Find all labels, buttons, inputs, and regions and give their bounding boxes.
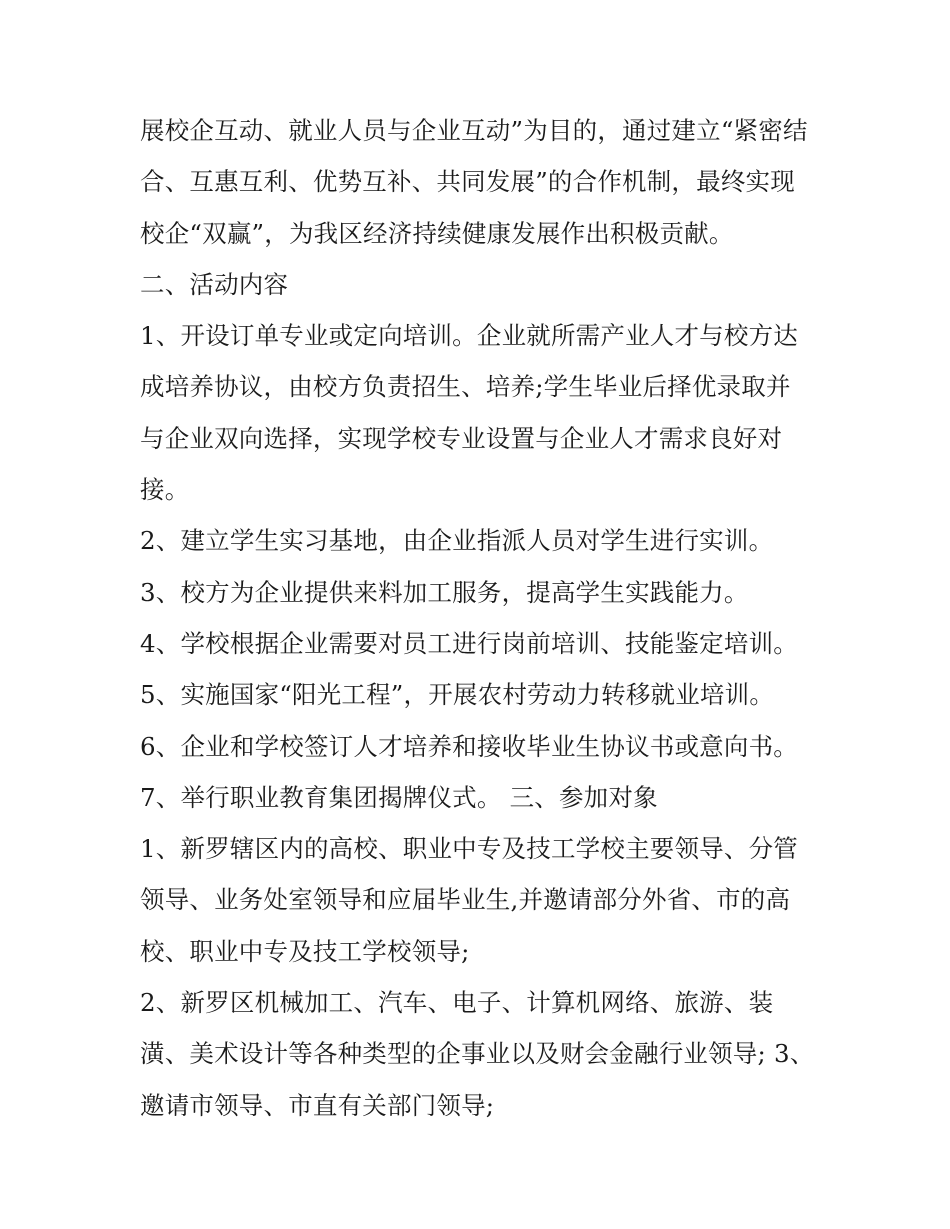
- participant-3-line-1: 邀请市领导、市直有关部门领导;: [140, 1090, 495, 1120]
- participant-2-line-1: 2、新罗区机械加工、汽车、电子、计算机网络、旅游、装: [140, 988, 774, 1018]
- paragraph-line-1: 展校企互动、就业人员与企业互动”为目的，通过建立“紧密结: [140, 116, 808, 145]
- participant-1-line-2: 领导、业务处室领导和应届毕业生,并邀请部分外省、市的高: [140, 885, 791, 915]
- item-2: 2、建立学生实习基地，由企业指派人员对学生进行实训。: [140, 526, 774, 556]
- item-6: 6、企业和学校签订人才培养和接收毕业生协议书或意向书。: [140, 731, 798, 761]
- paragraph-line-3: 校企“双赢”，为我区经济持续健康发展作出积极贡献。: [140, 218, 734, 248]
- item-3: 3、校方为企业提供来料加工服务，提高学生实践能力。: [140, 577, 749, 607]
- section-heading-activity-content: 二、活动内容: [140, 269, 289, 299]
- participant-2-line-2: 潢、美术设计等各种类型的企事业以及财会金融行业领导; 3、: [140, 1039, 815, 1069]
- participant-1-line-1: 1、新罗辖区内的高校、职业中专及技工学校主要领导、分管: [140, 834, 798, 864]
- participant-1-line-3: 校、职业中专及技工学校领导;: [140, 936, 470, 966]
- paragraph-line-2: 合、互惠互利、优势互补、共同发展”的合作机制，最终实现: [140, 167, 795, 197]
- item-7-and-heading-participants: 7、举行职业教育集团揭牌仪式。 三、参加对象: [140, 782, 658, 812]
- item-4: 4、学校根据企业需要对员工进行岗前培训、技能鉴定培训。: [140, 628, 798, 658]
- item-5: 5、实施国家“阳光工程”，开展农村劳动力转移就业培训。: [140, 680, 775, 710]
- document-body: [140, 105, 820, 1131]
- item-1-line-2: 成培养协议，由校方负责招生、培养;学生毕业后择优录取并: [140, 372, 791, 402]
- item-1-line-3: 与企业双向选择，实现学校专业设置与企业人才需求良好对: [140, 423, 783, 453]
- item-1-line-4: 接。: [140, 475, 190, 505]
- item-1-line-1: 1、开设订单专业或定向培训。企业就所需产业人才与校方达: [140, 321, 798, 351]
